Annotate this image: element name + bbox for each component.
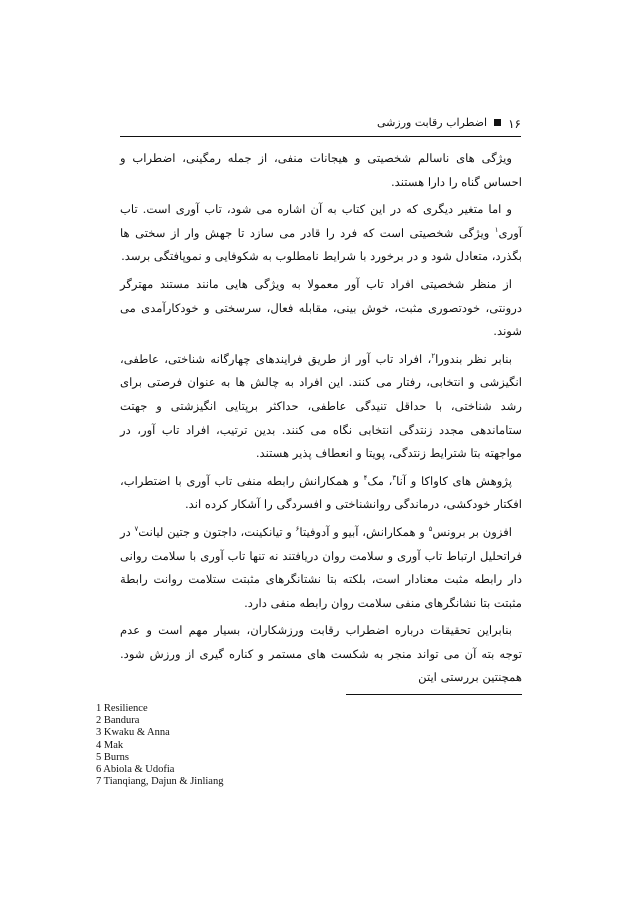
- paragraph-text: بنابر نظر بندورا: [435, 351, 512, 366]
- paragraph-text: افزون بر برونس: [432, 524, 513, 539]
- paragraph-2: [120, 198, 522, 269]
- footnote-item: 1 Resilience: [96, 703, 148, 714]
- paragraph-text: از منظر شخصیتی افراد تاب آور معمولا به ویژگی هایی مانند مستند مهترگر درونتی، خودتصوری مثبت، خوش بینی، مقابله فعال، سرسختی و خودکارآمدی می شوند.: [120, 276, 522, 339]
- paragraph-3: [120, 273, 522, 344]
- paragraph-text: و تیانکینت، داجتون و جتین لیانت: [138, 524, 296, 539]
- square-bullet-icon: [494, 119, 501, 126]
- footnote-ref: ۱: [494, 225, 499, 234]
- paragraph-text: ، مک: [367, 473, 393, 488]
- paragraph-text: پژوهش های کاواکا و آنا: [396, 473, 512, 488]
- footnotes-list: [96, 703, 223, 788]
- footnote-divider: [346, 694, 522, 695]
- paragraph-text: ، افراد تاب آور از طریق فرایندهای چهارگانه شناختی، عاطفی، انگیزشی و انتخابی، رفتار می کنند. این افراد به چالش ها به عنوان فرصتی برای رشد شناختی، با حداقل تنیدگی عاطفی، حداکثر برپتایی انگیزشتی و جهتت ستاماندهی مجدد زنتدگی انتخابی نگاه می کنند. بدین ترتیب، افراد تاب آور، در مواجهته بتا شترایط زنتدگی، پویتا و انعطاف پذیر هستند.: [120, 351, 522, 461]
- page-number: ۱۶: [508, 117, 521, 131]
- footnote-item: 7 Tianqiang, Dajun & Jinliang: [96, 776, 224, 788]
- running-title: اضطراب رقابت ورزشی: [377, 116, 487, 129]
- paragraph-text: و اما متغیر دیگری که در این کتاب به آن اشاره می شود، تاب آوری است. تاب آوری: [120, 202, 523, 240]
- footnote-ref: ۴: [363, 473, 368, 482]
- paragraph-text: در فراتحلیل ارتباط تاب آوری و سلامت روان دریافتند نه تنها تاب آوری با سلامت روانی دار رابطه مثبت معنادار است، بلکته بتا نشتانگرهای مثبتت ستلامت روانت رابطة مثبتت بتا نشانگرهای منفی سلامت روان رابطه منفی دارد.: [120, 524, 522, 610]
- paragraph-6: [120, 521, 522, 615]
- footnote-item: 3 Kwaku & Anna: [96, 727, 170, 739]
- paragraph-text: ویژگی های ناسالم شخصیتی و هیجانات منفی، از جمله رمگینی، اضطراب و احساس گناه را دارا هستند.: [120, 151, 522, 189]
- footnote-item: 4 Mak: [96, 739, 124, 751]
- paragraph-4: [120, 348, 522, 466]
- paragraph-7: [120, 619, 522, 690]
- footnote-item: 6 Abiola & Udofia: [96, 764, 175, 776]
- footnote-ref: ۵: [428, 525, 433, 534]
- footnote-item: 5 Burns: [96, 751, 129, 763]
- footnote-ref: ۷: [134, 525, 139, 534]
- body-text: [120, 147, 522, 694]
- paragraph-text: ویژگی شخصیتی است که فرد را قادر می سازد تا جهش وار از سختی ها بگذرد، متعادل شود و در برخورد با شرایط نامطلوب به شکوفایی و نموپافتگی برسد.: [120, 225, 522, 264]
- footnote-item: 2 Bandura: [96, 715, 140, 727]
- page-header: [120, 112, 521, 137]
- paragraph-text: بنابراین تحقیقات درباره اضطراب رقابت ورزشکاران، بسیار مهم است و عدم توجه بته آن می تواند منجر به شکست های مستمر و کناره گیری از ورزش شود. همچنتین بررستی ایتن: [120, 623, 522, 685]
- footnote-ref: ۲: [431, 351, 436, 360]
- footnote-ref: ۳: [392, 473, 397, 482]
- paragraph-text: و همکارانش رابطه منفی تاب آوری با اضتطراب، افکتار خودکشی، درماندگی روانشناختی و افسردگی را آشکار کرده اند.: [120, 473, 522, 512]
- paragraph-5: [120, 470, 522, 517]
- footnote-ref: ۶: [295, 525, 300, 534]
- paragraph-1: [120, 147, 522, 194]
- paragraph-text: و همکارانش، آبیو و آدوفیتا: [299, 524, 429, 539]
